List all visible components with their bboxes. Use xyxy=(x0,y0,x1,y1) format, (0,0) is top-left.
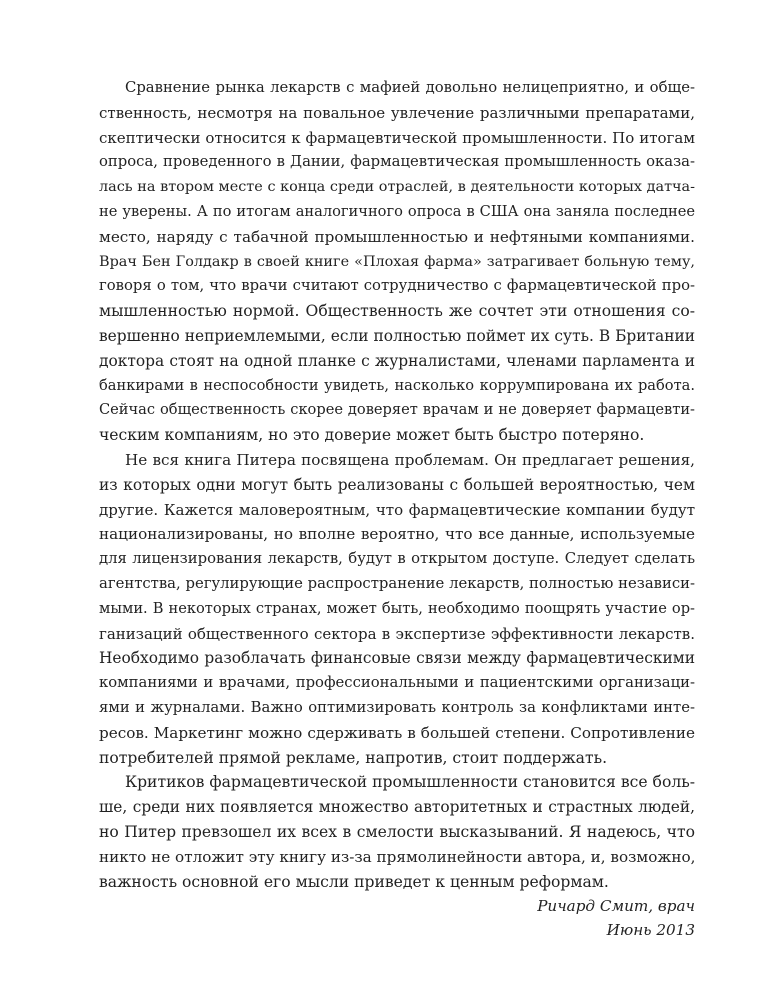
body-text xyxy=(99,76,695,942)
text-line: из которых одни могут быть реализованы с большей вероятностью, чем xyxy=(99,475,695,494)
text-line: мышленностью нормой. Общественность же сочтет эти отношения со- xyxy=(99,302,695,321)
text-line: Не вся книга Питера посвящена проблемам. Он предлагает решения, xyxy=(125,450,695,469)
text-line: никто не отложит эту книгу из-за прямолинейности автора, и, возможно, xyxy=(99,847,696,866)
paragraph-2 xyxy=(99,448,695,770)
text-line: опроса, проведенного в Дании, фармацевтическая промышленность оказа- xyxy=(99,153,695,171)
paragraph-1 xyxy=(99,76,695,448)
text-line: важность основной его мысли приведет к ценным реформам. xyxy=(99,872,609,891)
text-line: не уверены. А по итогам аналогичного опроса в США она заняла последнее xyxy=(99,202,695,220)
text-line: скептически относится к фармацевтической промышленности. По итогам xyxy=(99,128,695,147)
text-line: для лицензирования лекарств, будут в открытом доступе. Следует сделать xyxy=(99,550,695,568)
text-line: Необходимо разоблачать финансовые связи между фармацевтическими xyxy=(99,649,695,668)
text-line: Сейчас общественность скорее доверяет врачам и не доверяет фармацевти- xyxy=(99,401,695,419)
text-line: ственность, несмотря на повальное увлечение различными препаратами, xyxy=(99,103,695,122)
text-line: Сравнение рынка лекарств с мафией довольно нелицеприятно, и обще- xyxy=(125,79,695,96)
signature-block xyxy=(99,894,695,942)
paragraph-3 xyxy=(99,770,695,894)
text-line: ями и журналами. Важно оптимизировать контроль за конфликтами инте- xyxy=(99,698,695,716)
text-line: компаниями и врачами, профессиональными и пациентскими организаци- xyxy=(99,674,695,692)
text-line: лась на втором месте с конца среди отраслей, в деятельности которых датча- xyxy=(99,179,695,196)
text-line: ческим компаниям, но это доверие может быть быстро потеряно. xyxy=(99,426,645,445)
text-line: вершенно неприемлемыми, если полностью поймет их суть. В Британии xyxy=(99,326,695,345)
text-line: Врач Бен Голдакр в своей книге «Плохая фарма» затрагивает больную тему, xyxy=(99,253,695,270)
text-line: другие. Кажется маловероятным, что фармацевтические компании будут xyxy=(99,500,695,519)
text-line: агентства, регулирующие распространение лекарств, полностью независи- xyxy=(99,574,695,592)
text-line: мыми. В некоторых странах, может быть, необходимо поощрять участие ор- xyxy=(99,599,695,617)
text-line: банкирами в неспособности увидеть, насколько коррумпирована их работа. xyxy=(99,376,695,394)
text-line: ресов. Маркетинг можно сдерживать в большей степени. Сопротивление xyxy=(99,723,695,742)
text-line: Критиков фармацевтической промышленности становится все боль- xyxy=(125,773,695,792)
text-line: место, наряду с табачной промышленностью и нефтяными компаниями. xyxy=(99,227,695,246)
text-line: потребителей прямой рекламе, напротив, стоит поддержать. xyxy=(99,748,608,767)
text-line: национализированы, но вполне вероятно, что все данные, используемые xyxy=(99,525,695,544)
signature-date: Июнь 2013 xyxy=(606,921,695,940)
signature-author: Ричард Смит, врач xyxy=(537,897,695,916)
text-line: но Питер превзошел их всех в смелости высказываний. Я надеюсь, что xyxy=(99,822,695,841)
text-line: ганизаций общественного сектора в экспертизе эффективности лекарств. xyxy=(99,624,695,643)
text-line: доктора стоят на одной планке с журналистами, членами парламента и xyxy=(99,351,695,370)
text-line: ше, среди них появляется множество авторитетных и страстных людей, xyxy=(99,798,695,817)
text-line: говоря о том, что врачи считают сотрудничество с фармацевтической про- xyxy=(99,277,695,295)
